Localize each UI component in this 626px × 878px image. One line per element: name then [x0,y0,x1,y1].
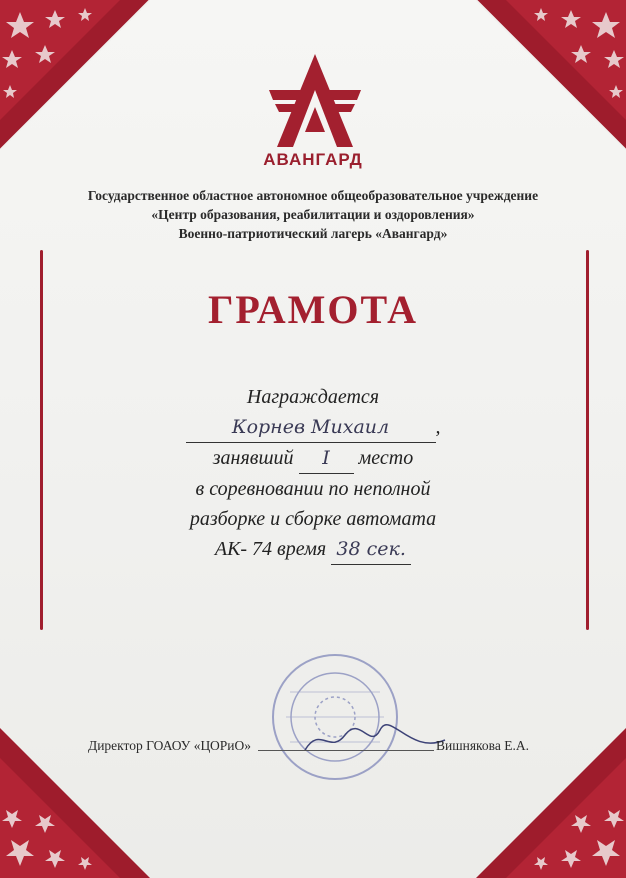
org-line-1: Государственное областное автономное общеобразовательное учреждение [87,188,539,203]
recipient-comma: , [435,416,441,438]
certificate-title: ГРАМОТА [207,287,419,332]
director-title: Директор ГОАОУ «ЦОРиО» [88,738,252,753]
certificate-body [0,382,626,565]
org-line-2: «Центр образования, реабилитации и оздоровления» [151,207,475,222]
corner-ornament-top-right [476,0,626,150]
brand-name: АВАНГАРД [263,150,363,169]
signature-line [258,750,434,751]
place-prefix: занявший [212,447,294,469]
competition-line-b: разборке и сборке автомата [189,508,437,530]
org-line-3: Военно-патриотический лагерь «Авангард» [178,226,448,241]
recipient-name: Корнев Михаил [186,412,436,443]
place-value: I [299,443,354,474]
director-name: Вишнякова Е.А. [436,738,529,753]
competition-line-a: в соревновании по неполной [195,478,431,500]
signature-icon [300,720,450,760]
awarded-label: Награждается [246,386,380,408]
corner-ornament-top-left [0,0,150,150]
place-line [0,443,626,474]
place-suffix: место [358,447,414,469]
organization-block [0,186,626,243]
recipient-line [0,412,626,443]
time-line [0,534,626,565]
time-prefix: АК- 74 время [214,538,327,560]
time-value: 38 сек. [331,534,411,565]
round-stamp-icon [270,652,400,782]
avangard-logo-icon [265,52,365,152]
